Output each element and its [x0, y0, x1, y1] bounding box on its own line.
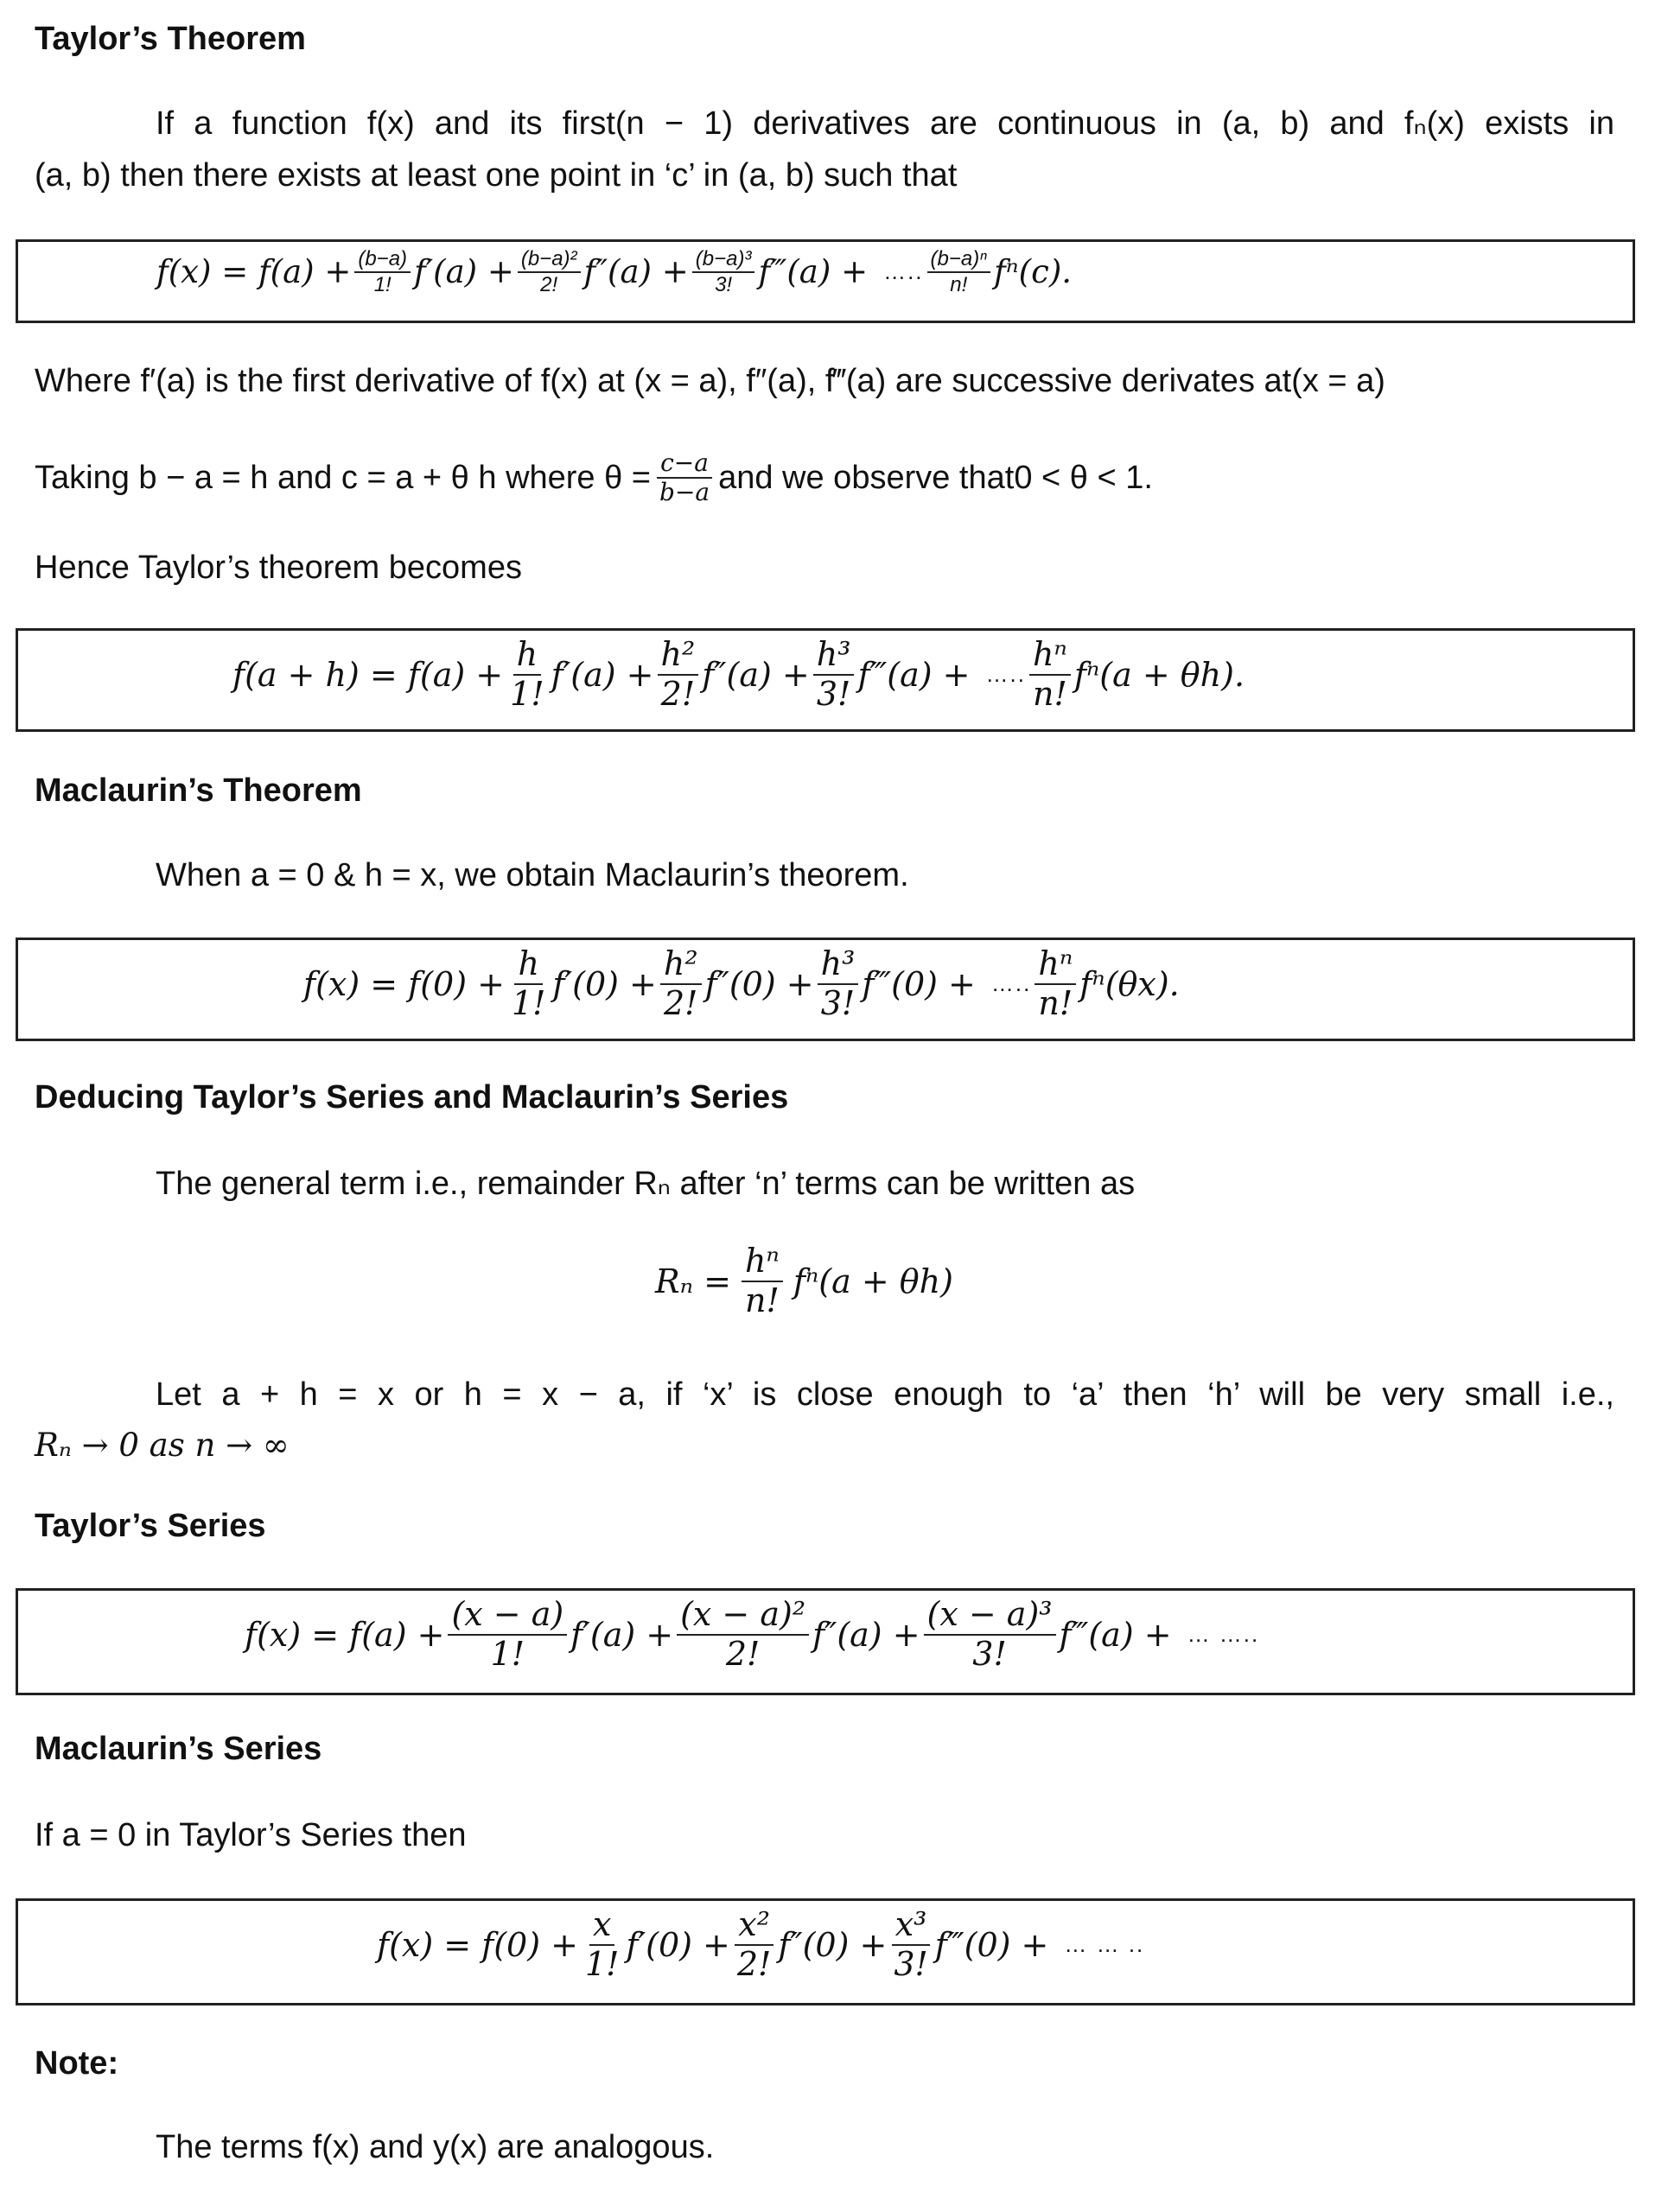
theta-fraction: $\frac{c-a}{b-a}$: [656, 449, 713, 506]
maclaurin-series-formula: f(x) = f(0) + $\frac{x}{1!}$ f′(0) + $\frac{\text{x²}}{2!}$ f″(0) + $\frac{\text{x³}}{3!}$ f‴(0) + … … ..: [377, 1905, 1145, 1983]
note-text: The terms f(x) and y(x) are analogous.: [156, 2129, 715, 2165]
formula-lhs: f(x) = f(a) +: [156, 253, 352, 291]
formula-box-maclaurin-theorem: [16, 938, 1635, 1041]
fraction: $\frac{\text{h²}}{2!}$: [660, 945, 702, 1022]
formula-box-taylor-h: [16, 628, 1635, 732]
fraction: hⁿ n!: [1035, 945, 1076, 1022]
fraction: $\frac{h}{1!}$: [511, 944, 546, 1022]
fraction: $\frac{\text{h³}}{3!}$: [813, 636, 855, 713]
fraction: $\frac{\text{(b−a)²}}{2!}$: [518, 247, 581, 296]
hence-line: Hence Taylor’s theorem becomes: [35, 550, 522, 586]
formula-box-taylor-series: [16, 1588, 1635, 1695]
fraction: $\frac{\text{(x − a)²}}{2!}$: [677, 1596, 809, 1673]
intro-line-1: If a function f(x) and its first(n − 1) derivatives are continuous in (a, b) and fₙ(x) exists in: [156, 105, 1614, 142]
fraction: $\frac{\text{h³}}{3!}$: [818, 945, 859, 1022]
fraction: $\frac{\text{x²}}{2!}$: [734, 1906, 774, 1983]
taking-line: Taking b − a = h and c = a + θ h where θ = $\frac{c-a}{b-a}$ and we observe that0 < θ < 1.: [35, 448, 1153, 507]
taylor-theorem-formula: f(x) = f(a) + $\frac{(b-a)}{1!}$ f′(a) + $\frac{\text{(b−a)²}}{2!}$ f″(a) + $\frac{\text{(b−a)³}}{3!}$ f‴(a) + ….. (b−a)ⁿ n! fⁿ(c).: [156, 247, 1073, 296]
let-line-1: Let a + h = x or h = x − a, if ‘x’ is close enough to ‘a’ then ‘h’ will be very small i.e.,: [156, 1376, 1614, 1413]
when-line: When a = 0 & h = x, we obtain Maclaurin’s theorem.: [156, 857, 909, 893]
let-line-2: Rₙ → 0 as n → ∞: [35, 1427, 290, 1464]
heading-note: Note:: [35, 2045, 119, 2082]
fraction: (b−a)ⁿ n!: [927, 247, 990, 296]
heading-maclaurins-theorem: Maclaurin’s Theorem: [35, 772, 362, 809]
fraction: $\frac{(x - a)}{1!}$: [448, 1596, 567, 1673]
heading-deducing: Deducing Taylor’s Series and Maclaurin’s Series: [35, 1079, 789, 1116]
if-line: If a = 0 in Taylor’s Series then: [35, 1817, 467, 1853]
remainder-formula: Rₙ = $\frac{\text{hⁿ}}{n!}$ fⁿ(a + θh): [655, 1242, 953, 1319]
fraction: $\frac{\text{(b−a)³}}{3!}$: [692, 247, 755, 296]
intro-line-2: (a, b) then there exists at least one point in ‘c’ in (a, b) such that: [35, 157, 958, 194]
maclaurin-theorem-formula: f(x) = f(0) + $\frac{h}{1!}$ f′(0) + $\frac{\text{h²}}{2!}$ f″(0) + $\frac{\text{h³}}{3!}$ f‴(0) + ….. hⁿ n! fⁿ(θx).: [303, 944, 1180, 1022]
formula-box-maclaurin-series: [16, 1898, 1635, 2005]
fraction: $\frac{\text{h²}}{2!}$: [658, 636, 699, 713]
general-term-line: The general term i.e., remainder Rₙ after ‘n’ terms can be written as: [156, 1166, 1136, 1202]
fraction: $\frac{h}{1!}$: [510, 635, 544, 713]
formula-box-taylor-theorem: [16, 239, 1635, 323]
fraction: $\frac{\text{hⁿ}}{n!}$: [742, 1243, 783, 1319]
heading-taylors-series: Taylor’s Series: [35, 1508, 266, 1544]
where-line: Where f′(a) is the first derivative of f(x) at (x = a), f″(a), f‴(a) are successive derivates at(x = a): [35, 363, 1385, 399]
taylor-series-formula: f(x) = f(a) + $\frac{(x - a)}{1!}$ f′(a) + $\frac{\text{(x − a)²}}{2!}$ f″(a) + $\frac{\text{(x − a)³}}{3!}$ f‴(a) + … …..: [245, 1595, 1260, 1673]
fraction: $\frac{x}{1!}$: [584, 1905, 620, 1983]
fraction: $\frac{\text{(x − a)³}}{3!}$: [924, 1596, 1056, 1673]
fraction: hⁿ n!: [1029, 636, 1071, 713]
heading-taylors-theorem: Taylor’s Theorem: [35, 21, 306, 57]
fraction: $\frac{\text{x³}}{3!}$: [890, 1906, 931, 1983]
heading-maclaurins-series: Maclaurin’s Series: [35, 1731, 322, 1767]
taylor-h-formula: f(a + h) = f(a) + $\frac{h}{1!}$ f′(a) + $\frac{\text{h²}}{2!}$ f″(a) + $\frac{\text{h³}}{3!}$ f‴(a) + ….. hⁿ n! fⁿ(a + θh).: [232, 635, 1245, 713]
fraction: $\frac{(b-a)}{1!}$: [354, 247, 411, 296]
